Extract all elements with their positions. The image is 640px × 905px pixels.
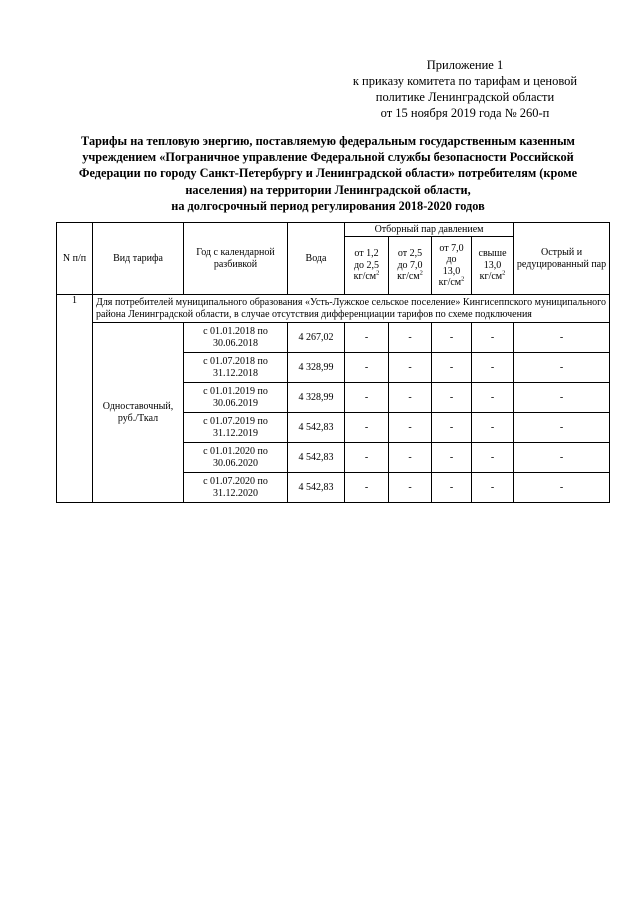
row-number: 1 <box>57 295 93 503</box>
sharp-cell: - <box>514 353 610 383</box>
header-type: Вид тарифа <box>93 223 184 295</box>
p2-unit-sup: 2 <box>419 269 423 277</box>
annex-line-2: к приказу комитета по тарифам и ценовой <box>352 74 578 88</box>
sharp-cell: - <box>514 383 610 413</box>
p1-cell: - <box>345 383 389 413</box>
p1-line-a: от 1,2 <box>354 248 379 260</box>
water-cell: 4 542,83 <box>288 443 345 473</box>
header-period: Год с календарной разбивкой <box>184 223 288 295</box>
p3-cell: - <box>432 473 472 503</box>
p1-line-b: до 2,5 <box>353 259 380 271</box>
p1-cell: - <box>345 473 389 503</box>
p4-cell: - <box>472 413 514 443</box>
p4-unit: кг/см <box>479 271 503 283</box>
p3-cell: - <box>432 323 472 353</box>
p2-line-b: до 7,0 <box>397 259 423 271</box>
p3-unit: кг/см <box>438 277 462 288</box>
title-line-2: учреждением «Пограничное управление Федеральной службы безопасности Российской <box>82 150 574 165</box>
water-cell: 4 542,83 <box>288 413 345 443</box>
table-row <box>57 323 610 353</box>
header-pressure-2 <box>389 237 432 295</box>
p4-line-a: свыше <box>478 248 507 260</box>
p1-unit-sup: 2 <box>376 269 380 277</box>
p4-unit-sup: 2 <box>502 269 506 277</box>
p1-cell: - <box>345 443 389 473</box>
p3-line-a: от 7,0 <box>439 242 464 254</box>
title-line-3: Федерации по городу Санкт-Петербургу и Ленинградской области» потребителям (кроме <box>78 166 578 181</box>
water-cell: 4 267,02 <box>288 323 345 353</box>
sharp-cell: - <box>514 323 610 353</box>
annex-line-1: Приложение 1 <box>426 58 504 72</box>
water-cell: 4 328,99 <box>288 383 345 413</box>
p4-cell: - <box>472 443 514 473</box>
p3-cell: - <box>432 353 472 383</box>
tariff-table <box>56 222 610 503</box>
tariff-type: Одноставочный, руб./Ткал <box>93 323 184 503</box>
p3-cell: - <box>432 443 472 473</box>
p1-unit: кг/см <box>353 271 377 283</box>
p2-cell: - <box>389 353 432 383</box>
p4-cell: - <box>472 323 514 353</box>
p3-unit-sup: 2 <box>461 275 465 283</box>
period-cell: с 01.01.2020 по 30.06.2020 <box>184 443 288 473</box>
p2-cell: - <box>389 383 432 413</box>
p2-cell: - <box>389 323 432 353</box>
p3-line-b: до <box>446 254 457 265</box>
period-cell: с 01.07.2019 по 31.12.2019 <box>184 413 288 443</box>
sharp-cell: - <box>514 413 610 443</box>
header-pressure-4 <box>472 237 514 295</box>
p1-cell: - <box>345 413 389 443</box>
title-line-1: Тарифы на тепловую энергию, поставляемую федеральным государственным казенным <box>81 134 575 148</box>
p1-cell: - <box>345 323 389 353</box>
p2-cell: - <box>389 473 432 503</box>
water-cell: 4 542,83 <box>288 473 345 503</box>
p2-unit: кг/см <box>397 271 420 283</box>
annex-line-4: от 15 ноября 2019 года № 260-п <box>380 106 550 120</box>
header-pressure-1 <box>345 237 389 295</box>
header-sharp-steam: Острый и редуцированный пар <box>514 223 610 295</box>
period-cell: с 01.01.2018 по 30.06.2018 <box>184 323 288 353</box>
p3-cell: - <box>432 413 472 443</box>
p1-cell: - <box>345 353 389 383</box>
sharp-cell: - <box>514 473 610 503</box>
title-line-5: на долгосрочный период регулирования 2018-2020 годов <box>171 198 485 213</box>
title-line-4: населения) на территории Ленинградской области, <box>185 182 471 197</box>
p4-line-b: 13,0 <box>483 259 502 271</box>
period-cell: с 01.07.2020 по 31.12.2020 <box>184 473 288 503</box>
p3-line-c: 13,0 <box>442 265 461 277</box>
p4-cell: - <box>472 383 514 413</box>
header-num: N п/п <box>57 223 93 295</box>
annex-block <box>330 57 600 121</box>
p2-line-a: от 2,5 <box>397 248 423 260</box>
p3-cell: - <box>432 383 472 413</box>
document-title <box>48 133 608 214</box>
sharp-cell: - <box>514 443 610 473</box>
p2-cell: - <box>389 443 432 473</box>
water-cell: 4 328,99 <box>288 353 345 383</box>
p4-cell: - <box>472 473 514 503</box>
p4-cell: - <box>472 353 514 383</box>
annex-line-3: политике Ленинградской области <box>375 90 555 104</box>
period-cell: с 01.07.2018 по 31.12.2018 <box>184 353 288 383</box>
header-water: Вода <box>288 223 345 295</box>
group-description: Для потребителей муниципального образования «Усть-Лужское сельское поселение» Кингисеппского муниципального района Ленинградской области, в случае отсутствия дифференциации тарифов по схеме подключения <box>93 295 610 323</box>
period-cell: с 01.01.2019 по 30.06.2019 <box>184 383 288 413</box>
p2-cell: - <box>389 413 432 443</box>
header-steam-group: Отборный пар давлением <box>345 223 514 237</box>
header-pressure-3 <box>432 237 472 295</box>
